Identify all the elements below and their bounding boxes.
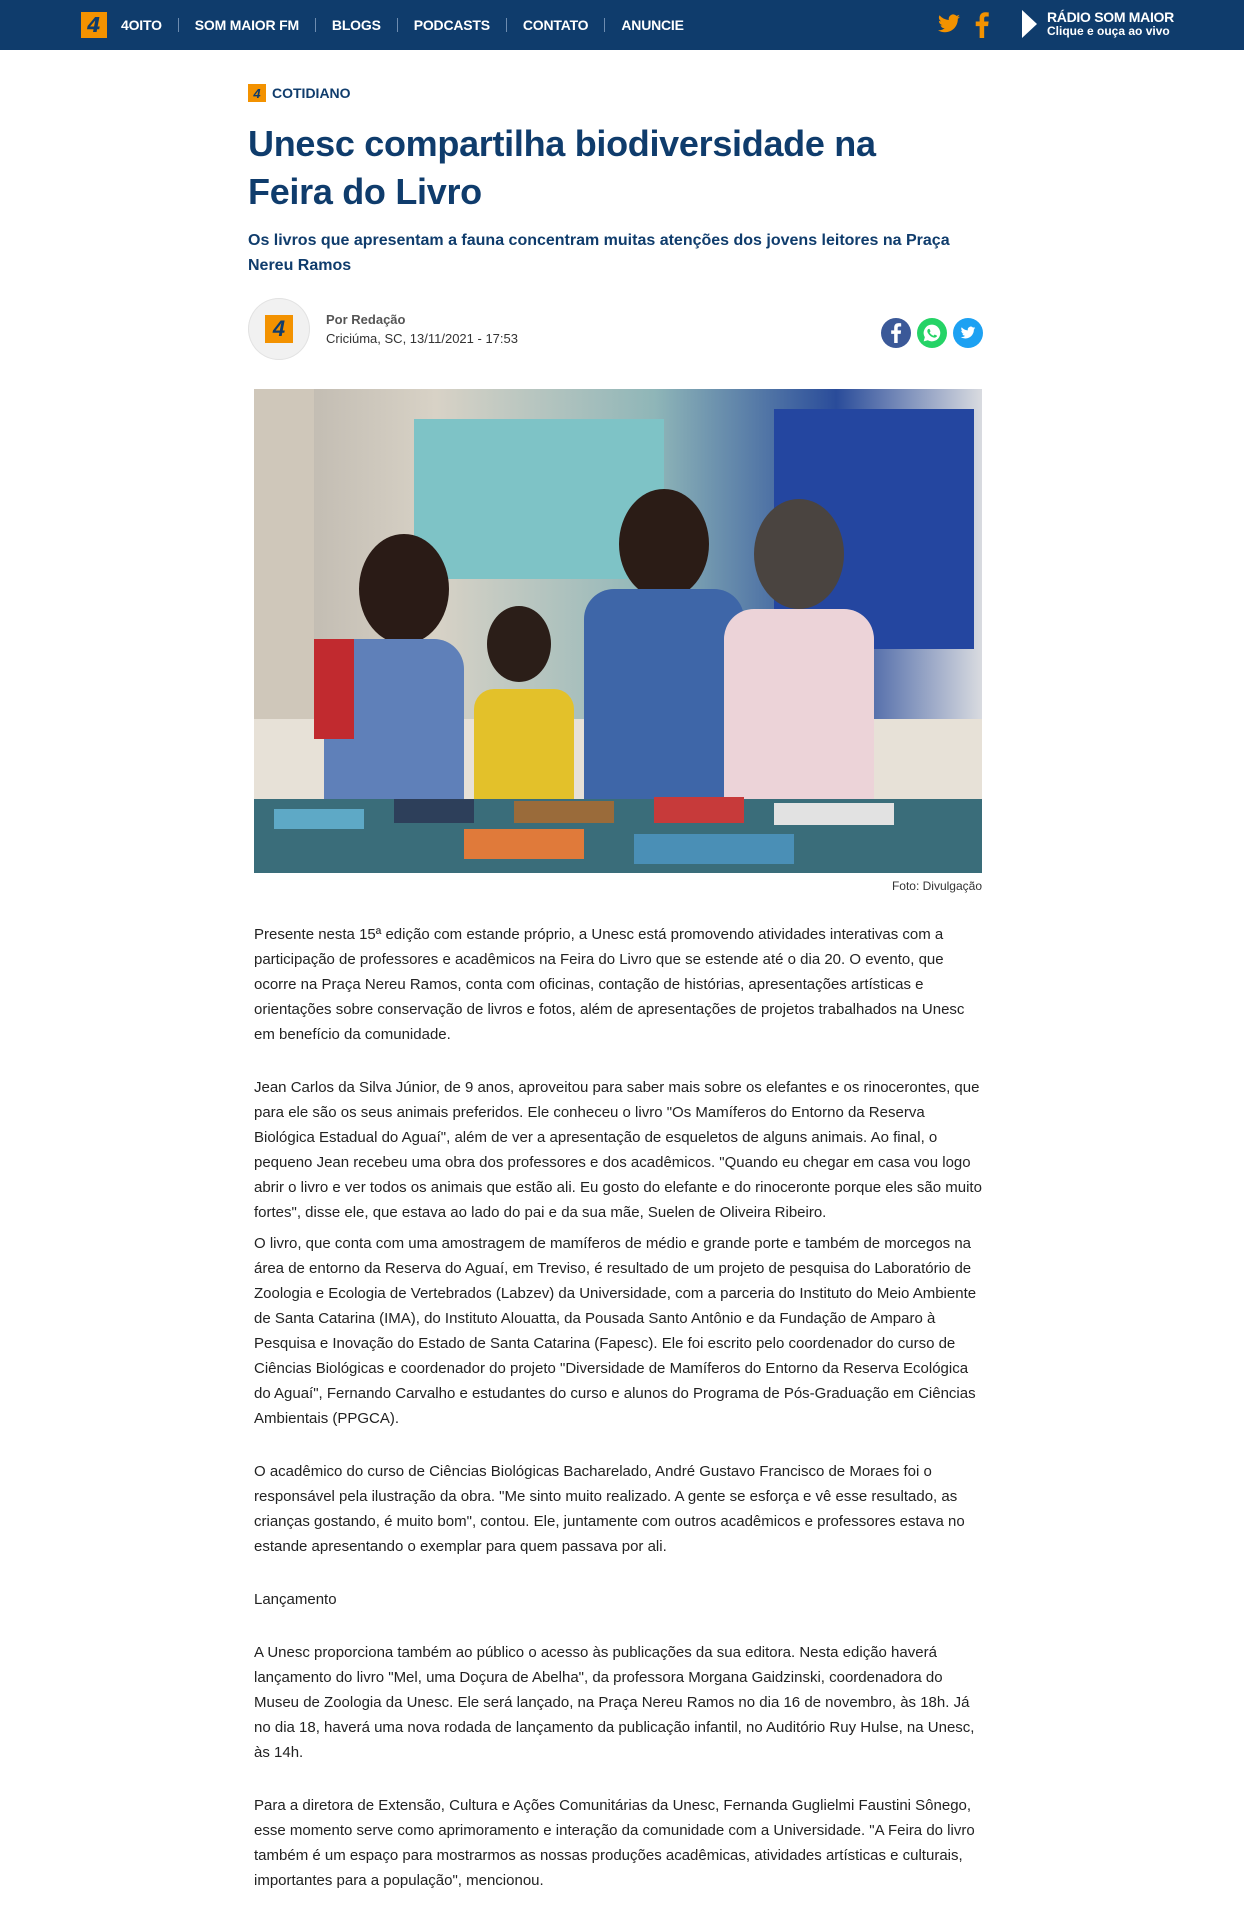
site-logo[interactable]: 4	[81, 12, 107, 38]
author-avatar	[248, 298, 310, 360]
category-label: COTIDIANO	[272, 85, 351, 101]
paragraph: Para a diretora de Extensão, Cultura e Ações Comunitárias da Unesc, Fernanda Guglielmi Faustini Sônego, esse momento serve como aprimoramento e interação da comunidade com a Universidade. "A Feira do livro também é um espaço para mostrarmos as nossas produções acadêmicas, atividades artísticas e culturais, importantes para a população", mencionou.	[254, 1797, 975, 1889]
paragraph: O acadêmico do curso de Ciências Biológicas Bacharelado, André Gustavo Francisco de Moraes foi o responsável pela ilustração da obra. "Me sinto muito realizado. A gente se esforça e vê esse resultado, as crianças gostando, é muito bom", contou. Ele, juntamente com outros acadêmicos e professores estava no estande apresentando o exemplar para quem passava por ali.	[254, 1463, 965, 1555]
paragraph: Presente nesta 15ª edição com estande próprio, a Unesc está promovendo atividades interativas com a participação de professores e acadêmicos na Feira do Livro que se estende até o dia 20. O evento, que ocorre na Praça Nereu Ramos, conta com oficinas, contação de histórias, apresentações artísticas e orientações sobre conservação de livros e fotos, além de apresentações de projetos trabalhados na Unesc em benefício da comunidade.	[254, 926, 965, 1043]
facebook-icon[interactable]	[974, 12, 990, 43]
paragraph: A Unesc proporciona também ao público o acesso às publicações da sua editora. Nesta edição haverá lançamento do livro "Mel, uma Doçura de Abelha", da professora Morgana Gaidzinski, coordenadora do Museu de Zoologia da Unesc. Ele será lançado, na Praça Nereu Ramos no dia 16 de novembro, às 18h. Já no dia 18, haverá uma nova rodada de lançamento da publicação infantil, no Auditório Ruy Hulse, na Unesc, às 14h.	[254, 1644, 975, 1761]
photo-credit: Foto: Divulgação	[891, 879, 982, 893]
nav-item-4oito[interactable]: 4OITO	[121, 17, 162, 33]
byline	[248, 298, 983, 362]
radio-label	[1047, 10, 1174, 38]
share-twitter-icon[interactable]	[953, 318, 983, 348]
radio-subtitle: Clique e ouça ao vivo	[1047, 24, 1170, 38]
article-subtitle: Os livros que apresentam a fauna concentram muitas atenções dos jovens leitores na Praça Nereu Ramos	[248, 232, 950, 274]
social-links	[936, 12, 990, 43]
radio-title: RÁDIO SOM MAIOR	[1047, 9, 1174, 25]
avatar-logo-icon: 4	[265, 315, 293, 343]
radio-live-button[interactable]	[1022, 10, 1174, 38]
top-navigation-bar	[0, 0, 1244, 50]
paragraph: O livro, que conta com uma amostragem de mamíferos de médio e grande porte e também de morcegos na área de entorno da Reserva do Aguaí, em Treviso, é resultado de um projeto de pesquisa do Laboratório de Zoologia e Ecologia de Vertebrados (Labzev) da Universidade, com a parceria do Instituto do Meio Ambiente de Santa Catarina (IMA), do Instituto Alouatta, da Pousada Santo Antônio e da Fundação de Amparo à Pesquisa e Inovação do Estado de Santa Catarina (Fapesc). Ele foi escrito pelo coordenador do curso de Ciências Biológicas e coordenador do projeto "Diversidade de Mamíferos do Entorno da Reserva Ecológica do Aguaí", Fernando Carvalho e estudantes do curso e alunos do Programa de Pós-Graduação em Ciências Ambientais (PPGCA).	[254, 1235, 977, 1427]
article-photo-figure	[254, 389, 982, 893]
nav-item-anuncie[interactable]: ANUNCIE	[621, 17, 684, 33]
share-facebook-icon[interactable]	[881, 318, 911, 348]
main-nav	[121, 0, 700, 50]
category-logo-icon: 4	[248, 84, 266, 102]
share-whatsapp-icon[interactable]	[917, 318, 947, 348]
nav-item-som-maior-fm[interactable]: SOM MAIOR FM	[194, 17, 299, 33]
byline-text	[326, 310, 518, 348]
category-link[interactable]	[248, 84, 983, 102]
article-body	[254, 922, 984, 1893]
nav-item-podcasts[interactable]: PODCASTS	[413, 17, 490, 33]
article-title: Unesc compartilha biodiversidade na Feira do Livro	[248, 123, 876, 212]
share-buttons	[881, 318, 983, 348]
play-icon	[1022, 10, 1037, 38]
author-name: Por Redação	[326, 312, 406, 327]
paragraph: Jean Carlos da Silva Júnior, de 9 anos, aproveitou para saber mais sobre os elefantes e os rinocerontes, que para ele são os seus animais preferidos. Ele conheceu o livro "Os Mamíferos do Entorno da Reserva Biológica Estadual do Aguaí", além de ver a apresentação de esqueletos de alguns animais. Ao final, o pequeno Jean recebeu uma obra dos professores e dos acadêmicos. "Quando eu chegar em casa vou logo abrir o livro e ver todos os animais que estão ali. Eu gosto do elefante e do rinoceronte porque eles são muito fortes", disse ele, que estava ao lado do pai e da sua mãe, Suelen de Oliveira Ribeiro.	[254, 1079, 982, 1221]
section-heading: Lançamento	[254, 1591, 337, 1608]
twitter-icon[interactable]	[936, 12, 962, 43]
article-photo	[254, 389, 982, 873]
dateline: Criciúma, SC, 13/11/2021 - 17:53	[326, 331, 518, 346]
article-header	[248, 84, 983, 362]
nav-item-blogs[interactable]: BLOGS	[331, 17, 381, 33]
nav-item-contato[interactable]: CONTATO	[522, 17, 589, 33]
